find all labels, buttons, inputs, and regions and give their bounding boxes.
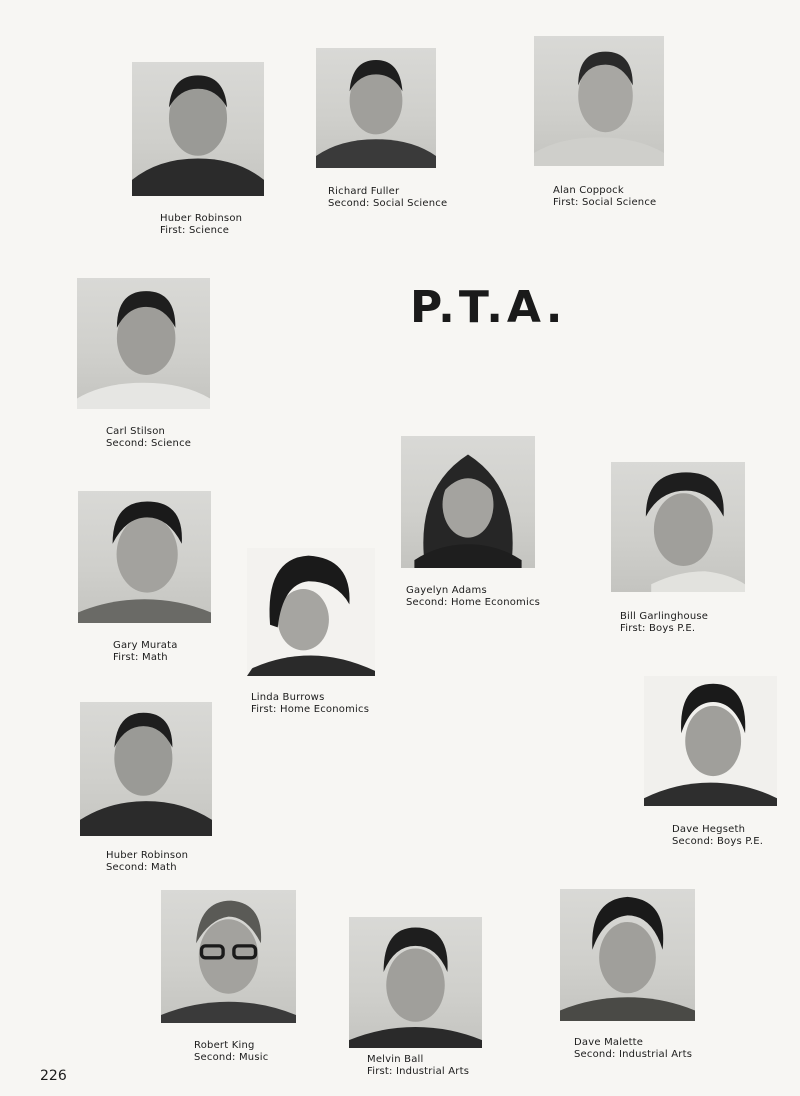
person-name: Gayelyn Adams bbox=[406, 585, 487, 596]
portrait-photo bbox=[349, 917, 482, 1048]
portrait-caption bbox=[328, 186, 447, 210]
award-label: Second: Math bbox=[106, 862, 177, 873]
portrait-caption bbox=[367, 1054, 469, 1078]
page-number: 226 bbox=[40, 1068, 67, 1084]
portrait-silhouette-icon bbox=[132, 62, 264, 196]
person-name: Dave Hegseth bbox=[672, 824, 746, 835]
portrait-silhouette-icon bbox=[78, 491, 211, 623]
award-label: First: Science bbox=[160, 225, 230, 236]
person-name: Huber Robinson bbox=[106, 850, 189, 861]
award-label: First: Social Science bbox=[553, 197, 657, 208]
person-name: Huber Robinson bbox=[160, 213, 243, 224]
portrait-silhouette-icon bbox=[80, 702, 212, 836]
award-label: Second: Music bbox=[194, 1052, 269, 1063]
person-name: Linda Burrows bbox=[251, 692, 325, 703]
portrait-photo bbox=[534, 36, 664, 166]
portrait-silhouette-icon bbox=[161, 890, 296, 1023]
person-name: Bill Garlinghouse bbox=[620, 611, 709, 622]
award-label: Second: Social Science bbox=[328, 198, 448, 209]
person-name: Gary Murata bbox=[113, 640, 178, 651]
portrait-silhouette-icon bbox=[560, 889, 695, 1021]
person-name: Melvin Ball bbox=[367, 1054, 424, 1065]
person-name: Carl Stilson bbox=[106, 426, 166, 437]
award-label: Second: Home Economics bbox=[406, 597, 541, 608]
portrait-caption bbox=[406, 585, 540, 609]
portrait-silhouette-icon bbox=[401, 436, 535, 568]
award-label: Second: Industrial Arts bbox=[574, 1049, 693, 1060]
portrait-photo bbox=[77, 278, 210, 409]
award-label: Second: Science bbox=[106, 438, 192, 449]
portrait-photo bbox=[132, 62, 264, 196]
portrait-caption bbox=[251, 692, 369, 716]
portrait-photo bbox=[644, 676, 777, 806]
award-label: First: Math bbox=[113, 652, 168, 663]
person-name: Alan Coppock bbox=[553, 185, 624, 196]
portrait-photo bbox=[401, 436, 535, 568]
portrait-caption bbox=[574, 1037, 692, 1061]
award-label: Second: Boys P.E. bbox=[672, 836, 764, 847]
portrait-caption bbox=[672, 824, 763, 848]
portrait-caption bbox=[194, 1040, 268, 1064]
person-name: Dave Malette bbox=[574, 1037, 644, 1048]
award-label: First: Home Economics bbox=[251, 704, 370, 715]
page-title: P.T.A. bbox=[410, 282, 567, 333]
portrait-photo bbox=[611, 462, 745, 592]
portrait-caption bbox=[553, 185, 656, 209]
award-label: First: Industrial Arts bbox=[367, 1066, 470, 1077]
portrait-silhouette-icon bbox=[349, 917, 482, 1048]
portrait-photo bbox=[247, 548, 375, 676]
portrait-silhouette-icon bbox=[77, 278, 210, 409]
portrait-silhouette-icon bbox=[644, 676, 777, 806]
award-label: First: Boys P.E. bbox=[620, 623, 696, 634]
person-name: Robert King bbox=[194, 1040, 255, 1051]
portrait-silhouette-icon bbox=[247, 548, 375, 676]
person-name: Richard Fuller bbox=[328, 186, 400, 197]
portrait-caption bbox=[113, 640, 178, 664]
portrait-photo bbox=[161, 890, 296, 1023]
portrait-caption bbox=[620, 611, 708, 635]
portrait-silhouette-icon bbox=[534, 36, 664, 166]
portrait-caption bbox=[106, 850, 188, 874]
portrait-caption bbox=[160, 213, 242, 237]
portrait-photo bbox=[78, 491, 211, 623]
portrait-photo bbox=[316, 48, 436, 168]
portrait-photo bbox=[560, 889, 695, 1021]
portrait-caption bbox=[106, 426, 191, 450]
portrait-silhouette-icon bbox=[316, 48, 436, 168]
portrait-photo bbox=[80, 702, 212, 836]
portrait-silhouette-icon bbox=[611, 462, 745, 592]
